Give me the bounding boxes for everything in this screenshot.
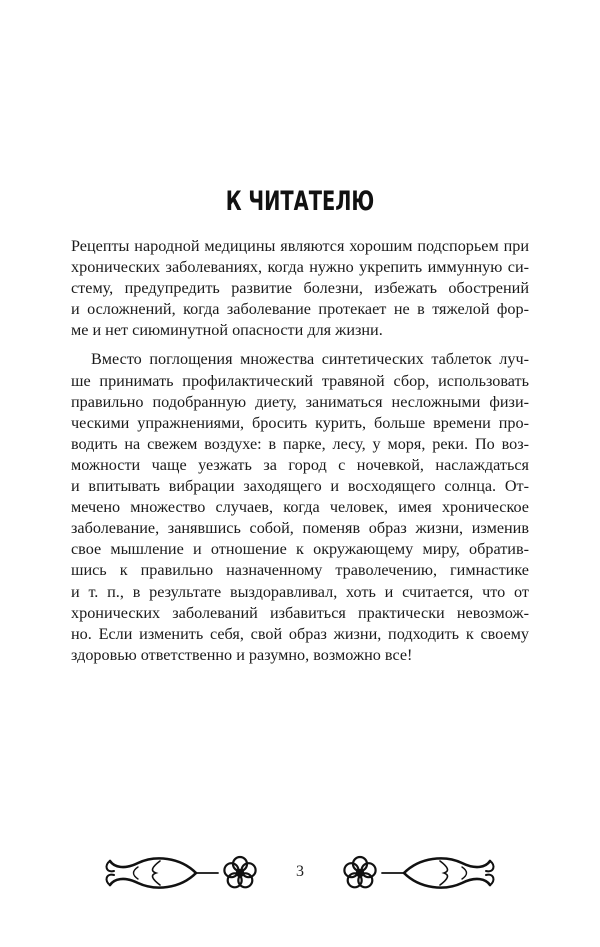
text-line: здоровью ответственно и разумно, возможно все! <box>71 645 413 664</box>
body-text <box>71 236 529 666</box>
text-line: и осложнений, когда заболевание протекает не в тяжелой фор- <box>71 300 529 319</box>
text-line: хронических заболеваний избавиться практически невозмож- <box>71 603 529 622</box>
text-line: стему, предупредить развитие болезни, избежать обострений <box>71 279 529 298</box>
paragraph-1 <box>71 236 529 341</box>
text-line: и впитывать вибрации заходящего и восходящего солнца. От- <box>71 477 529 496</box>
text-line: ше принимать профилактический травяной сбор, использовать <box>71 371 529 390</box>
text-line: Вместо поглощения множества синтетических таблеток луч- <box>91 350 529 369</box>
text-line: мечено множество случаев, когда человек, имея хроническое <box>71 498 529 517</box>
page-footer <box>0 849 600 897</box>
paragraph-2 <box>71 349 529 665</box>
text-line: заболевание, занявшись собой, поменяв образ жизни, изменив <box>71 519 529 538</box>
text-line: хронических заболеваниях, когда нужно укрепить иммунную си- <box>71 258 529 277</box>
text-line: но. Если изменить себя, свой образ жизни, подходить к своему <box>71 624 529 643</box>
page-title: К ЧИТАТЕЛЮ <box>225 186 375 217</box>
text-line: свое мышление и отношение к окружающему миру, обратив- <box>71 540 529 559</box>
text-line: правильно подобранную диету, заниматься несложными физи- <box>71 392 529 411</box>
page-number: 3 <box>296 863 304 880</box>
flourish-ornament-icon <box>330 849 500 897</box>
text-line: и т. п., в результате выздоравливал, хоть и считается, что от <box>71 582 529 601</box>
text-line: ме и нет сиюминутной опасности для жизни. <box>71 321 383 340</box>
text-line: Рецепты народной медицины являются хорошим подспорьем при <box>71 237 529 255</box>
text-line: шись к правильно назначенному траволечению, гимнастике <box>71 561 529 580</box>
text-line: водить на свежем воздухе: в парке, лесу, у моря, реки. По воз- <box>71 434 529 453</box>
text-line: можности чаще уезжать за город с ночевкой, наслаждаться <box>71 455 529 474</box>
text-line: ческими упражнениями, бросить курить, больше времени про- <box>71 413 529 432</box>
